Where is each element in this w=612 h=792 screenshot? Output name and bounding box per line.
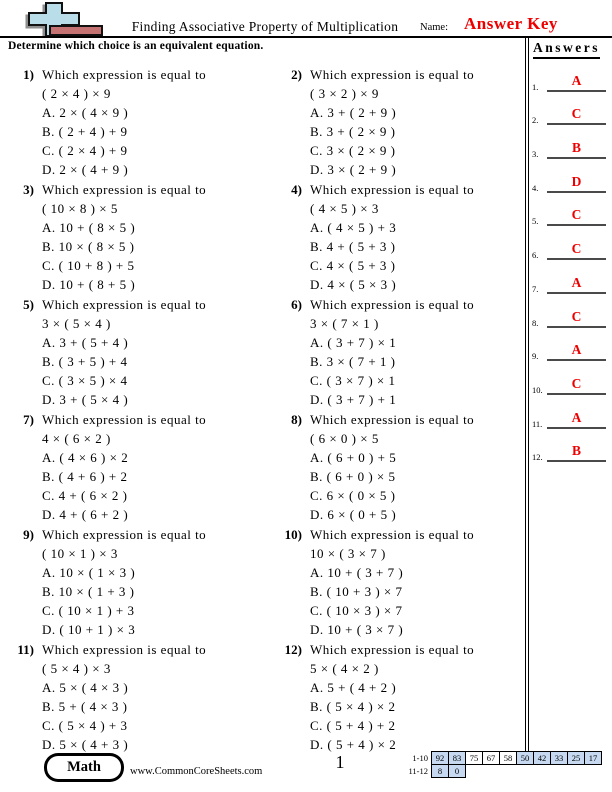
question-prompt: Which expression is equal to [310,412,475,427]
choice: C. ( 5 + 4 ) + 2 [310,718,396,733]
question-block [0,519,268,637]
question-expression: 4 × ( 6 × 2 ) [42,431,111,446]
name-label: Name: [420,22,448,33]
answer-letter: C [571,308,582,324]
question-body [310,410,475,522]
answer-blank-line [547,105,606,125]
question-body [42,180,207,292]
question-number: 3) [23,182,34,197]
answer-item [532,58,608,92]
page-title: Finding Associative Property of Multiplication [131,19,399,34]
answer-item [532,193,608,227]
choice-list [310,103,474,179]
answer-letter: B [571,443,581,459]
answer-blank-line [547,240,606,260]
question-block [268,289,525,407]
question-expression: 3 × ( 7 × 1 ) [310,316,379,331]
score-row [396,764,602,778]
question-prompt: Which expression is equal to [310,182,475,197]
answer-item [532,226,608,260]
question-number: 2) [291,67,302,82]
question-block [0,404,268,522]
choice-list [42,333,206,409]
score-row [396,751,602,765]
choice: B. 4 + ( 5 + 3 ) [310,239,396,254]
page-number: 1 [335,752,345,772]
answer-number: 3. [532,149,539,160]
answer-blank-line [547,274,606,294]
choice: D. 10 + ( 8 + 5 ) [42,277,136,292]
question-grid [0,59,525,752]
question-number: 12) [284,642,302,657]
answer-blank-line [547,442,606,462]
choice: B. ( 5 × 4 ) × 2 [310,699,396,714]
question-body [310,295,475,407]
answer-item [532,328,608,362]
score-row-label: 11-12 [408,766,428,776]
question-block [0,289,268,407]
answer-blank-line [547,341,606,361]
choice-list [42,563,206,639]
question-expression: 5 × ( 4 × 2 ) [310,661,379,676]
answer-key-value: Answer Key [464,14,558,33]
score-table [396,751,602,778]
question-prompt: Which expression is equal to [310,642,475,657]
question-number: 4) [291,182,302,197]
choice: D. 3 × ( 2 + 9 ) [310,162,397,177]
choice: C. ( 10 × 1 ) + 3 [42,603,135,618]
header-divider [0,36,612,38]
choice: A. 10 + ( 8 × 5 ) [42,220,136,235]
question-prompt: Which expression is equal to [42,182,207,197]
question-block [268,404,525,522]
choice: A. 10 × ( 1 × 3 ) [42,565,136,580]
score-cells [431,751,602,765]
brick-icon [50,26,102,35]
question-expression: 3 × ( 5 × 4 ) [42,316,111,331]
question-number: 10) [284,527,302,542]
answers-panel-title: Answers [533,40,600,59]
question-body [310,65,475,177]
choice: C. ( 10 + 8 ) + 5 [42,258,135,273]
question-block [268,174,525,292]
choice: B. ( 3 + 5 ) + 4 [42,354,128,369]
question-expression: ( 10 × 8 ) × 5 [42,201,118,216]
question-body [310,525,475,637]
answer-blank-line [547,206,606,226]
question-number: 9) [23,527,34,542]
choice: A. ( 6 + 0 ) + 5 [310,450,397,465]
answer-item [532,294,608,328]
answer-letter: C [571,106,582,122]
answer-item [532,125,608,159]
score-cell: 17 [584,751,602,765]
question-block [268,519,525,637]
score-cell: 8 [431,764,449,778]
answer-list [532,58,608,462]
choice-list [42,448,206,524]
choice: D. 2 × ( 4 + 9 ) [42,162,129,177]
answer-letter: A [571,72,582,88]
choice: C. 4 + ( 6 × 2 ) [42,488,128,503]
choice: D. 4 × ( 5 × 3 ) [310,277,397,292]
instruction-text: Determine which choice is an equivalent equation. [8,40,264,52]
question-prompt: Which expression is equal to [42,297,207,312]
choice: D. ( 10 + 1 ) × 3 [42,622,136,637]
choice: B. ( 6 + 0 ) × 5 [310,469,396,484]
question-block [268,59,525,177]
choice-list [310,563,474,639]
question-prompt: Which expression is equal to [310,67,475,82]
answer-blank-line [547,139,606,159]
answer-blank-line [547,173,606,193]
answer-number: 6. [532,250,539,261]
question-expression: ( 10 × 1 ) × 3 [42,546,118,561]
question-expression: 10 × ( 3 × 7 ) [310,546,386,561]
score-cell: 42 [533,751,551,765]
question-block [0,59,268,177]
choice-list [310,218,474,294]
choice-list [42,103,206,179]
answer-blank-line [547,308,606,328]
choice: C. ( 2 × 4 ) + 9 [42,143,128,158]
choice: B. 10 × ( 8 × 5 ) [42,239,135,254]
choice-list [42,678,206,754]
choice: D. 4 + ( 6 + 2 ) [42,507,129,522]
choice: A. 2 × ( 4 × 9 ) [42,105,129,120]
answer-number: 8. [532,317,539,328]
website-text: www.CommonCoreSheets.com [130,766,263,777]
choice: C. 6 × ( 0 × 5 ) [310,488,396,503]
choice: C. ( 10 × 3 ) × 7 [310,603,403,618]
question-number: 7) [23,412,34,427]
subject-badge [44,753,124,782]
choice: A. 10 + ( 3 + 7 ) [310,565,404,580]
choice: D. 10 + ( 3 × 7 ) [310,622,404,637]
question-prompt: Which expression is equal to [42,642,207,657]
plus-icon [14,0,114,38]
question-body [42,65,207,177]
question-body [310,180,475,292]
question-body [310,640,475,752]
score-cell: 58 [499,751,517,765]
choice: A. 5 × ( 4 × 3 ) [42,680,129,695]
answer-number: 10. [532,384,543,395]
question-prompt: Which expression is equal to [310,527,475,542]
answer-item [532,260,608,294]
answer-letter: A [571,342,582,358]
question-expression: ( 2 × 4 ) × 9 [42,86,111,101]
question-block [0,174,268,292]
choice-list [42,218,206,294]
answer-blank-line [547,409,606,429]
choice: D. 3 + ( 5 × 4 ) [42,392,129,407]
question-block [0,634,268,752]
score-cell: 50 [516,751,534,765]
choice: D. ( 5 + 4 ) × 2 [310,737,397,752]
answer-letter: C [571,207,582,223]
choice: A. ( 4 × 5 ) + 3 [310,220,397,235]
answer-item [532,395,608,429]
choice: C. ( 3 × 5 ) × 4 [42,373,128,388]
answer-number: 1. [532,81,539,92]
choice: D. ( 3 + 7 ) + 1 [310,392,397,407]
question-expression: ( 3 × 2 ) × 9 [310,86,379,101]
choice: D. 6 × ( 0 + 5 ) [310,507,397,522]
math-plus-brick-icon [14,0,114,38]
choice: B. 3 + ( 2 × 9 ) [310,124,396,139]
question-body [42,410,207,522]
question-body [42,525,207,637]
answer-letter: A [571,409,582,425]
answer-item [532,159,608,193]
choice: C. 4 × ( 5 + 3 ) [310,258,396,273]
question-number: 8) [291,412,302,427]
choice: A. 3 + ( 2 + 9 ) [310,105,397,120]
answer-number: 9. [532,351,539,362]
score-row-label: 1-10 [412,753,428,763]
choice: B. ( 4 + 6 ) + 2 [42,469,128,484]
question-expression: ( 5 × 4 ) × 3 [42,661,111,676]
question-body [42,640,207,752]
answer-item [532,429,608,463]
answer-letter: D [571,173,582,189]
score-cell: 75 [465,751,483,765]
score-cell: 25 [567,751,585,765]
score-cell: 33 [550,751,568,765]
choice: B. ( 10 + 3 ) × 7 [310,584,403,599]
answer-letter: C [571,375,582,391]
question-number: 6) [291,297,302,312]
question-prompt: Which expression is equal to [310,297,475,312]
answer-number: 7. [532,283,539,294]
choice-list [310,333,474,409]
score-cell: 67 [482,751,500,765]
choice: A. ( 4 × 6 ) × 2 [42,450,129,465]
answer-item [532,92,608,126]
choice: C. 3 × ( 2 × 9 ) [310,143,396,158]
choice: A. ( 3 + 7 ) × 1 [310,335,397,350]
choice: B. 3 × ( 7 + 1 ) [310,354,396,369]
answer-letter: A [571,274,582,290]
answer-number: 12. [532,452,543,463]
question-body [42,295,207,407]
question-expression: ( 4 × 5 ) × 3 [310,201,379,216]
question-expression: ( 6 × 0 ) × 5 [310,431,379,446]
answer-number: 4. [532,182,539,193]
score-cell: 0 [448,764,466,778]
choice-list [310,448,474,524]
score-cell: 92 [431,751,449,765]
answer-blank-line [547,375,606,395]
choice: B. 5 + ( 4 × 3 ) [42,699,128,714]
choice: C. ( 3 × 7 ) × 1 [310,373,396,388]
choice: B. 10 × ( 1 + 3 ) [42,584,135,599]
question-prompt: Which expression is equal to [42,527,207,542]
answer-blank-line [547,72,606,92]
question-prompt: Which expression is equal to [42,412,207,427]
question-number: 5) [23,297,34,312]
question-prompt: Which expression is equal to [42,67,207,82]
answer-letter: B [571,140,581,156]
question-number: 1) [23,67,34,82]
answer-number: 5. [532,216,539,227]
choice: C. ( 5 × 4 ) + 3 [42,718,128,733]
choice: B. ( 2 + 4 ) + 9 [42,124,128,139]
answer-letter: C [571,241,582,257]
question-block [268,634,525,752]
choice: A. 3 + ( 5 + 4 ) [42,335,129,350]
choice-list [310,678,474,754]
answer-number: 2. [532,115,539,126]
subject-badge-label: Math [47,756,121,779]
answer-number: 11. [532,418,543,429]
score-cells [431,764,466,778]
question-number: 11) [17,642,34,657]
answers-divider [525,37,529,751]
answer-item [532,361,608,395]
choice: A. 5 + ( 4 + 2 ) [310,680,397,695]
choice: D. 5 × ( 4 + 3 ) [42,737,129,752]
score-cell: 83 [448,751,466,765]
